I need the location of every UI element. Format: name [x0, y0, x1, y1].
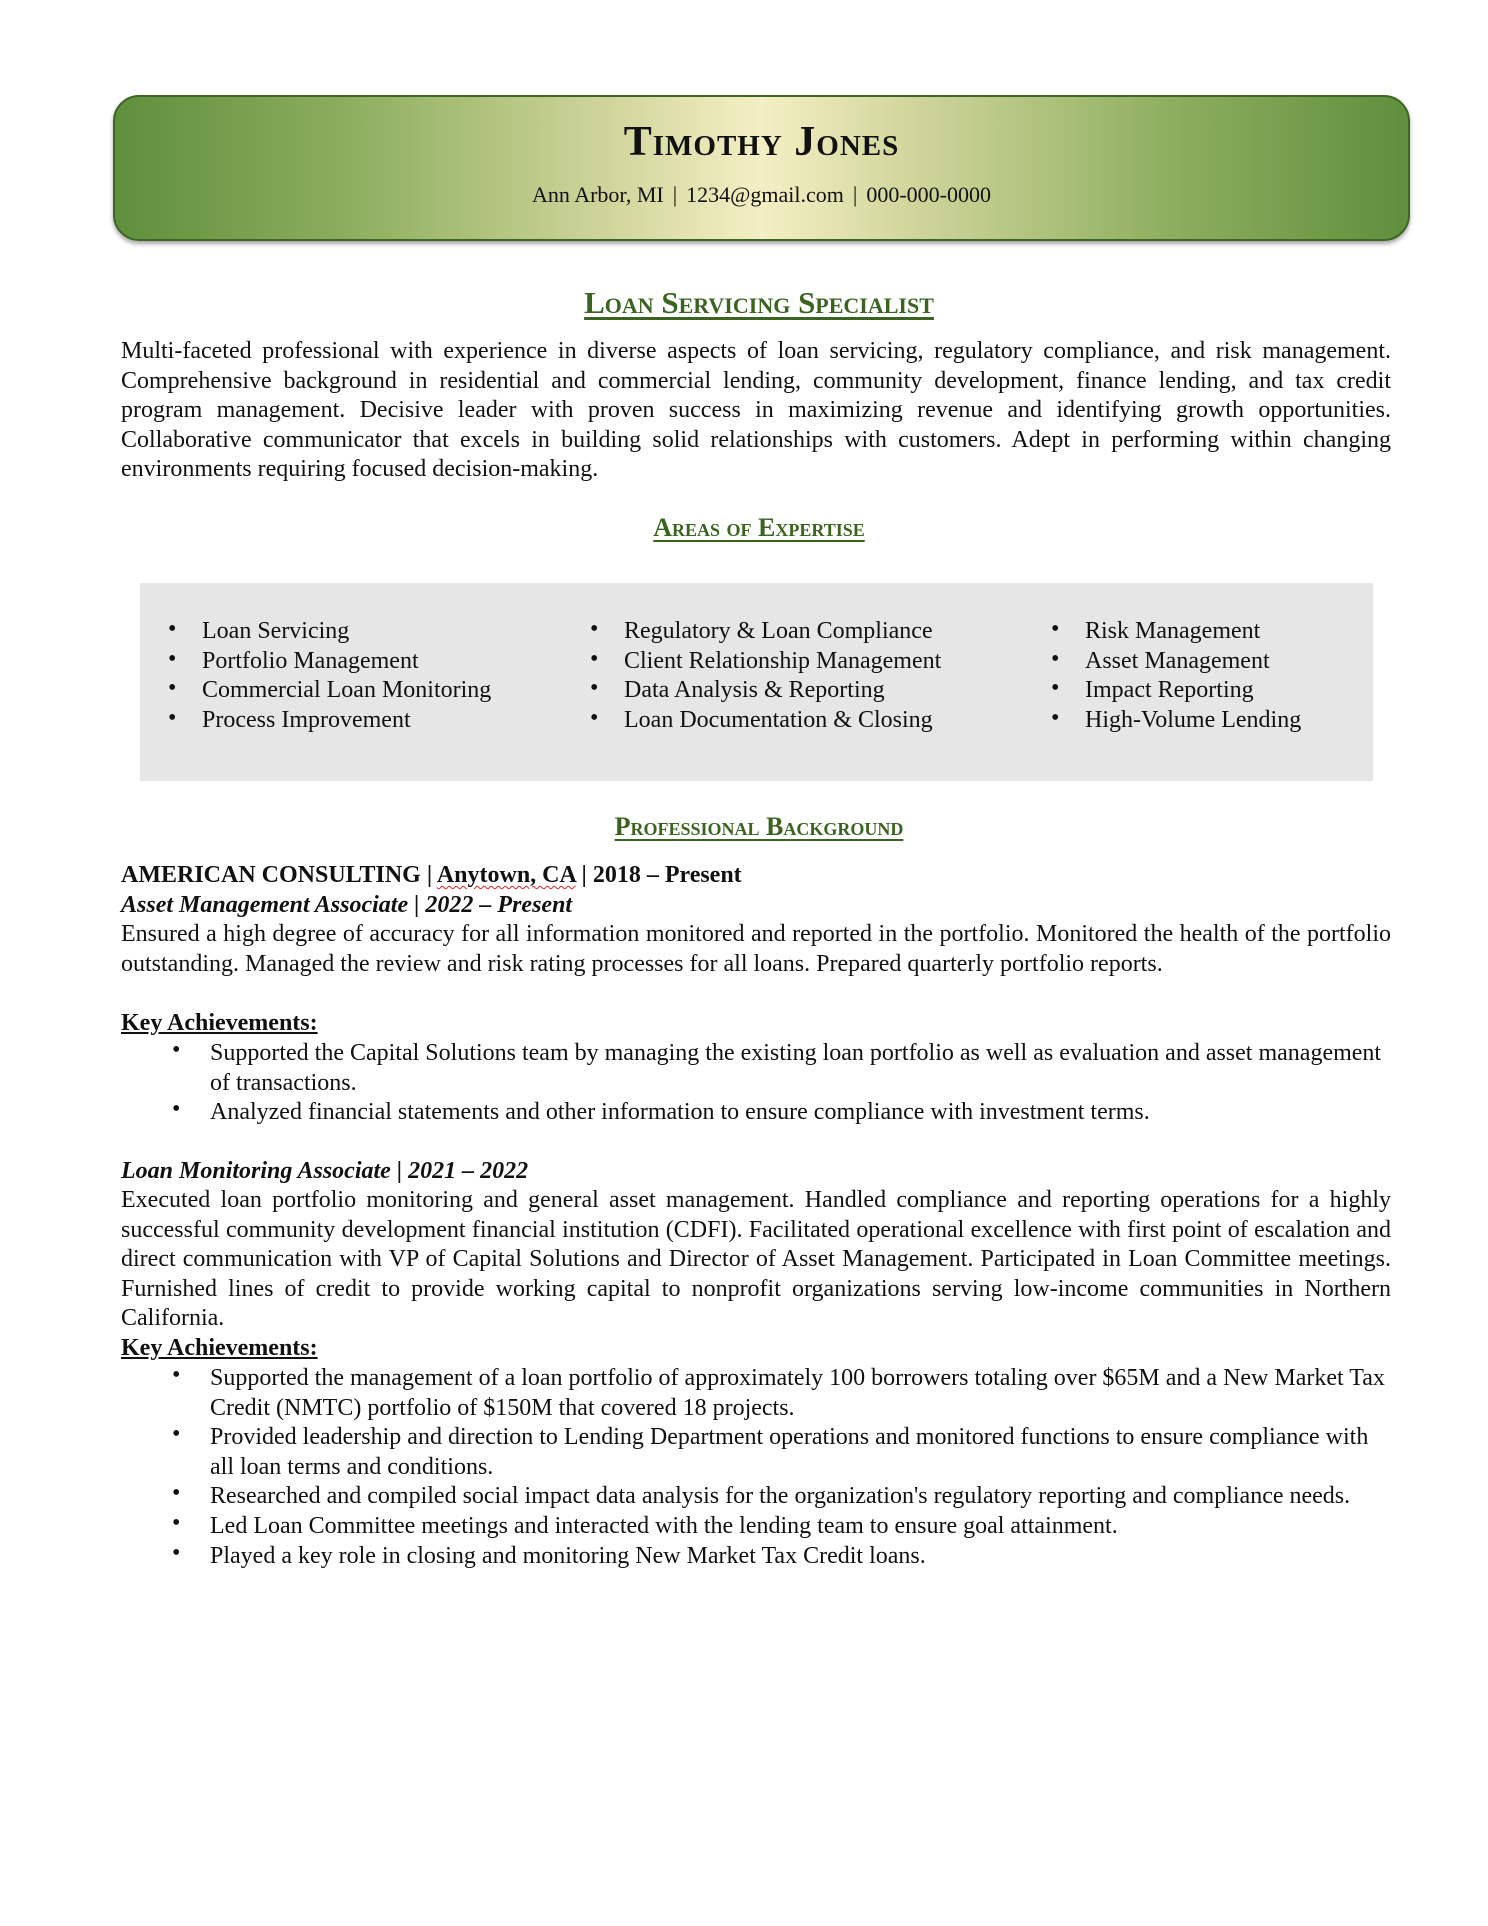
company-dates: 2018 – Present	[592, 862, 742, 888]
header-banner	[113, 95, 1410, 241]
contact-separator: |	[672, 182, 678, 207]
expertise-column-2	[590, 617, 941, 735]
achievement-item: • Supported the Capital Solutions team by managing the existing loan portfolio as well as evaluation and asset management of transactions.	[172, 1039, 1392, 1098]
company-separator: |	[426, 862, 433, 888]
role-dates: 2022 – Present	[425, 892, 573, 918]
role-dates: 2021 – 2022	[408, 1158, 529, 1184]
expertise-item: • Process Improvement	[168, 706, 491, 736]
expertise-item: • Loan Servicing	[168, 617, 491, 647]
company-name: AMERICAN CONSULTING	[121, 862, 421, 888]
achievements-label: Key Achievements:	[121, 1010, 318, 1036]
role-title: Loan Monitoring Associate	[121, 1158, 391, 1184]
summary-paragraph: Multi-faceted professional with experience in diverse aspects of loan servicing, regulatory compliance, and risk management. Comprehensive background in residential and commercial lending, community development, finance lending, and tax credit program management. Decisive leader with proven success in maximizing revenue and identifying growth opportunities. Collaborative communicator that excels in building solid relationships with customers. Adept in performing within changing environments requiring focused decision-making.	[121, 338, 1391, 483]
expertise-item: • Risk Management	[1051, 617, 1301, 647]
background-heading: Professional Background	[614, 812, 904, 841]
role-description: Executed loan portfolio monitoring and general asset management. Handled compliance and reporting operations for a highly successful community development financial institution (CDFI). Facilitated operational excellence with first point of escalation and direct communication with VP of Capital Solutions and Director of Asset Management. Participated in Loan Committee meetings. Furnished lines of credit to provide working capital to nonprofit organizations serving low-income communities in Northern California.	[121, 1187, 1391, 1332]
role-line	[121, 1158, 528, 1185]
expertise-heading: Areas of Expertise	[653, 513, 865, 542]
achievement-item: • Led Loan Committee meetings and interacted with the lending team to ensure goal attainment.	[172, 1512, 1392, 1542]
achievements-label: Key Achievements:	[121, 1335, 318, 1361]
role-title: Asset Management Associate	[121, 892, 409, 918]
achievements-list	[172, 1039, 1392, 1128]
expertise-item: • Portfolio Management	[168, 647, 491, 677]
expertise-item: • Impact Reporting	[1051, 676, 1301, 706]
expertise-column-3	[1051, 617, 1301, 735]
expertise-item: • Client Relationship Management	[590, 647, 941, 677]
achievement-item: • Played a key role in closing and monitoring New Market Tax Credit loans.	[172, 1542, 1392, 1572]
company-location: Anytown, CA	[436, 862, 576, 888]
role-separator: |	[414, 892, 420, 918]
expertise-item: • High-Volume Lending	[1051, 706, 1301, 736]
expertise-column-1	[168, 617, 491, 735]
expertise-item: • Asset Management	[1051, 647, 1301, 677]
company-line	[121, 862, 742, 889]
expertise-item: • Loan Documentation & Closing	[590, 706, 941, 736]
achievement-item: • Researched and compiled social impact data analysis for the organization's regulatory reporting and compliance needs.	[172, 1482, 1392, 1512]
expertise-item: • Regulatory & Loan Compliance	[590, 617, 941, 647]
achievement-item: • Analyzed financial statements and other information to ensure compliance with investment terms.	[172, 1098, 1392, 1128]
job-title-heading: Loan Servicing Specialist	[584, 285, 934, 320]
candidate-name: Timothy Jones	[623, 119, 900, 165]
achievements-list	[172, 1364, 1392, 1571]
expertise-item: • Commercial Loan Monitoring	[168, 676, 491, 706]
contact-email: 1234@gmail.com	[686, 182, 844, 207]
contact-line	[113, 182, 1410, 208]
company-separator: |	[581, 862, 587, 888]
role-line	[121, 892, 572, 919]
contact-phone: 000-000-0000	[866, 182, 991, 207]
contact-separator: |	[852, 182, 858, 207]
expertise-item: • Data Analysis & Reporting	[590, 676, 941, 706]
role-separator: |	[396, 1158, 403, 1184]
contact-location: Ann Arbor, MI	[532, 182, 664, 207]
achievement-item: • Supported the management of a loan portfolio of approximately 100 borrowers totaling over $65M and a New Market Tax Credit (NMTC) portfolio of $150M that covered 18 projects.	[172, 1364, 1392, 1423]
role-description: Ensured a high degree of accuracy for all information monitored and reported in the portfolio. Monitored the health of the portfolio outstanding. Managed the review and risk rating processes for all loans. Prepared quarterly portfolio reports.	[121, 921, 1391, 977]
achievement-item: • Provided leadership and direction to Lending Department operations and monitored functions to ensure compliance with all loan terms and conditions.	[172, 1423, 1392, 1482]
